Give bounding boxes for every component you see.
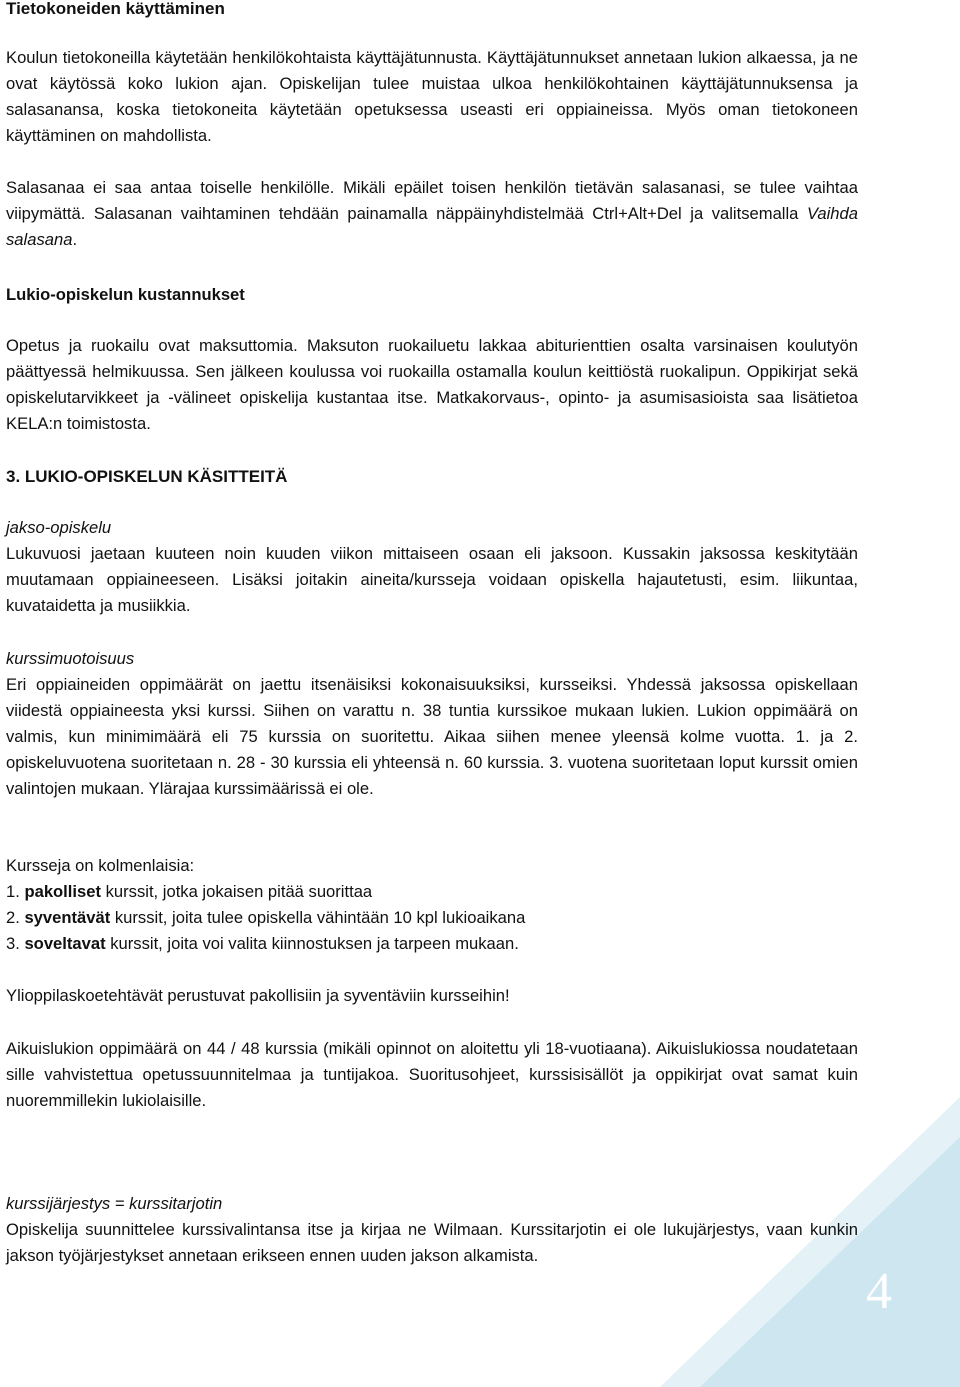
- paragraph-kurssimuotoisuus: Eri oppiaineiden oppimäärät on jaettu itsenäisiksi kokonaisuuksiksi, kursseiksi. Yhdessä jaksossa opiskellaan viidestä oppiaineesta yksi kurssi. Siihen on varattu n. 38 tuntia kurssikoe mukaan lukien. Lukion oppimäärä on valmis, kun minimimäärä eli 75 kurssia on suoritettu. Aikaa siihen menee yleensä kolme vuotta. 1. ja 2. opiskeluvuotena suoritetaan n. 28 - 30 kurssia eli yhteensä n. 60 kurssia. 3. vuotena suoritetaan loput kurssit omien valintojen mukaan. Ylärajaa kurssimäärissä ei ole.: [6, 675, 858, 798]
- course-type-name: pakolliset: [24, 882, 101, 901]
- term-jakso-opiskelu: jakso-opiskelu: [6, 518, 112, 537]
- term-kurssimuotoisuus: kurssimuotoisuus: [6, 649, 135, 668]
- page-number: 4: [866, 1263, 892, 1320]
- course-type-description: kurssit, joita tulee opiskella vähintään 10 kpl lukioaikana: [110, 908, 526, 927]
- paragraph-kurssijarjestys: Opiskelija suunnittelee kurssivalintansa itse ja kirjaa ne Wilmaan. Kurssitarjotin ei ole lukujärjestys, vaan kunkin jakson työjärjestykset annetaan erikseen ennen uuden jakson alkamista.: [6, 1220, 858, 1265]
- course-type-name: soveltavat: [24, 934, 106, 953]
- course-type-number: 2.: [6, 908, 25, 927]
- course-types-intro: Kursseja on kolmenlaisia:: [6, 856, 195, 875]
- paragraph-accounts: Koulun tietokoneilla käytetään henkilökohtaista käyttäjätunnusta. Käyttäjätunnukset annetaan lukion alkaessa, ja ne ovat käytössä koko lukion ajan. Opiskelijan tulee muistaa ulkoa henkilökohtainen käyttäjätunnuksensa ja salasanansa, koska tietokoneita käytetään opetuksessa useasti eri oppiaineissa. Myös oman tietokoneen käyttäminen on mahdollista.: [6, 48, 858, 145]
- course-type-number: 3.: [6, 934, 25, 953]
- change-password-term: Vaihda salasana: [6, 204, 858, 249]
- matriculation-note: Ylioppilaskoetehtävät perustuvat pakollisiin ja syventäviin kursseihin!: [6, 986, 510, 1005]
- course-type-item: [6, 879, 858, 905]
- course-type-item: [6, 905, 858, 931]
- paragraph-jakso-opiskelu: Lukuvuosi jaetaan kuuteen noin kuuden viikon mittaiseen osaan eli jaksoon. Kussakin jaksossa keskitytään muutamaan oppiaineeseen. Lisäksi joitakin aineita/kursseja voidaan opiskella hajautetusti, esim. liikuntaa, kuvataidetta ja musiikkia.: [6, 544, 858, 615]
- paragraph-adult-upper-secondary: Aikuislukion oppimäärä on 44 / 48 kurssia (mikäli opinnot on aloitettu yli 18-vuotiaana). Aikuislukiossa noudatetaan sille vahvistettua opetussuunnitelmaa ja tuntijakoa. Suoritusohjeet, kurssisisällöt ja oppikirjat ovat samat kuin nuoremmillekin lukiolaisille.: [6, 1039, 858, 1110]
- course-type-name: syventävät: [24, 908, 111, 927]
- course-type-description: kurssit, joita voi valita kiinnostuksen ja tarpeen mukaan.: [105, 934, 519, 953]
- page-title: Tietokoneiden käyttäminen: [6, 0, 225, 18]
- section-heading: 3. LUKIO-OPISKELUN KÄSITTEITÄ: [6, 467, 288, 486]
- paragraph-costs: Opetus ja ruokailu ovat maksuttomia. Maksuton ruokailuetu lakkaa abiturienttien osalta varsinaisen koulutyön päättyessä helmikuussa. Sen jälkeen koulussa voi ruokailla ostamalla koulun keittiöstä ruokalipun. Oppikirjat sekä opiskelutarvikkeet ja -välineet opiskelija kustantaa itse. Matkakorvaus-, opinto- ja asumisasioista saa lisätietoa KELA:n toimistosta.: [6, 336, 858, 433]
- course-type-item: [6, 931, 858, 957]
- password-text: Salasanaa ei saa antaa toiselle henkilölle. Mikäli epäilet toisen henkilön tietävän salasanasi, se tulee vaihtaa viipymättä. Salasanan vaihtaminen tehdään painamalla näppäinyhdistelmää Ctrl+Alt+Del ja valitsemalla: [6, 178, 858, 223]
- paragraph-password: [6, 175, 858, 253]
- course-type-description: kurssit, jotka jokaisen pitää suorittaa: [101, 882, 373, 901]
- password-text-end: .: [72, 230, 78, 249]
- costs-heading: Lukio-opiskelun kustannukset: [6, 285, 245, 304]
- course-type-number: 1.: [6, 882, 25, 901]
- term-kurssijarjestys: kurssijärjestys = kurssitarjotin: [6, 1194, 223, 1213]
